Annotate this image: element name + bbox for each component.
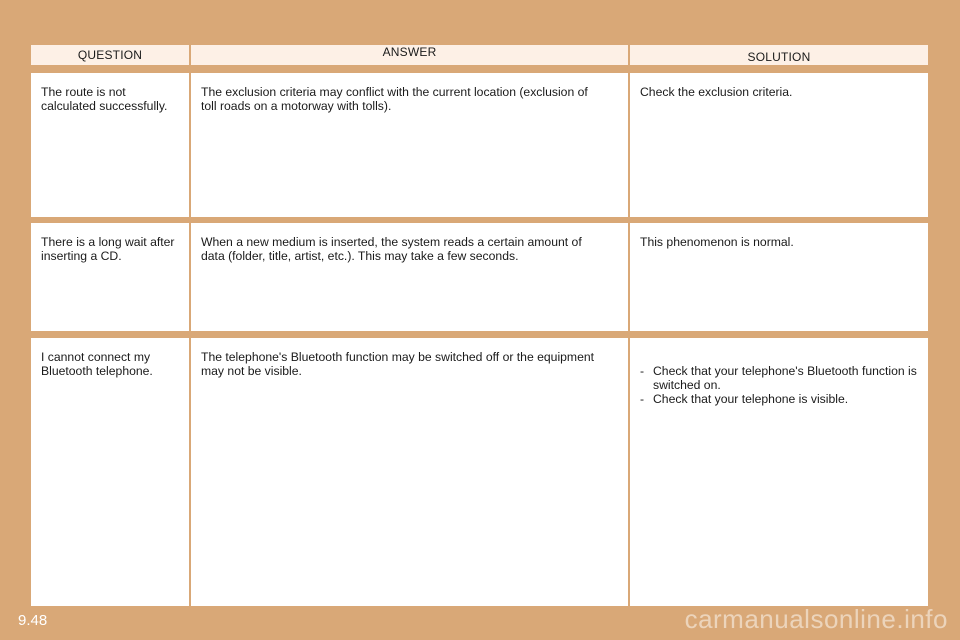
row-3-solution-list <box>640 364 920 406</box>
column-header-question <box>31 45 189 65</box>
column-header-solution-label: SOLUTION <box>747 49 811 64</box>
column-header-answer-label: ANSWER <box>382 45 437 59</box>
row-3-question: I cannot connect my Bluetooth telephone. <box>31 338 189 606</box>
row-1-question: The route is not calculated successfully. <box>31 73 189 217</box>
row-3-solution <box>630 338 928 606</box>
column-header-answer <box>191 45 628 65</box>
row-2-solution: This phenomenon is normal. <box>630 223 928 331</box>
column-header-question-label: QUESTION <box>77 48 143 62</box>
watermark: carmanualsonline.info <box>684 604 948 634</box>
page-number: 9.48 <box>18 612 48 629</box>
solution-item-bluetooth-on: - Check that your telephone's Bluetooth function is switched on. <box>640 364 920 392</box>
row-1-answer: The exclusion criteria may conflict with the current location (exclusion of toll roads on a motorway with tolls). <box>191 73 628 217</box>
row-1-solution: Check the exclusion criteria. <box>630 73 928 217</box>
row-2-question: There is a long wait after inserting a CD. <box>31 223 189 331</box>
row-2-answer: When a new medium is inserted, the system reads a certain amount of data (folder, title, artist, etc.). This may take a few seconds. <box>191 223 628 331</box>
column-header-solution <box>630 45 928 65</box>
row-3-answer: The telephone's Bluetooth function may be switched off or the equipment may not be visible. <box>191 338 628 606</box>
solution-item-phone-visible: - Check that your telephone is visible. <box>640 392 920 406</box>
